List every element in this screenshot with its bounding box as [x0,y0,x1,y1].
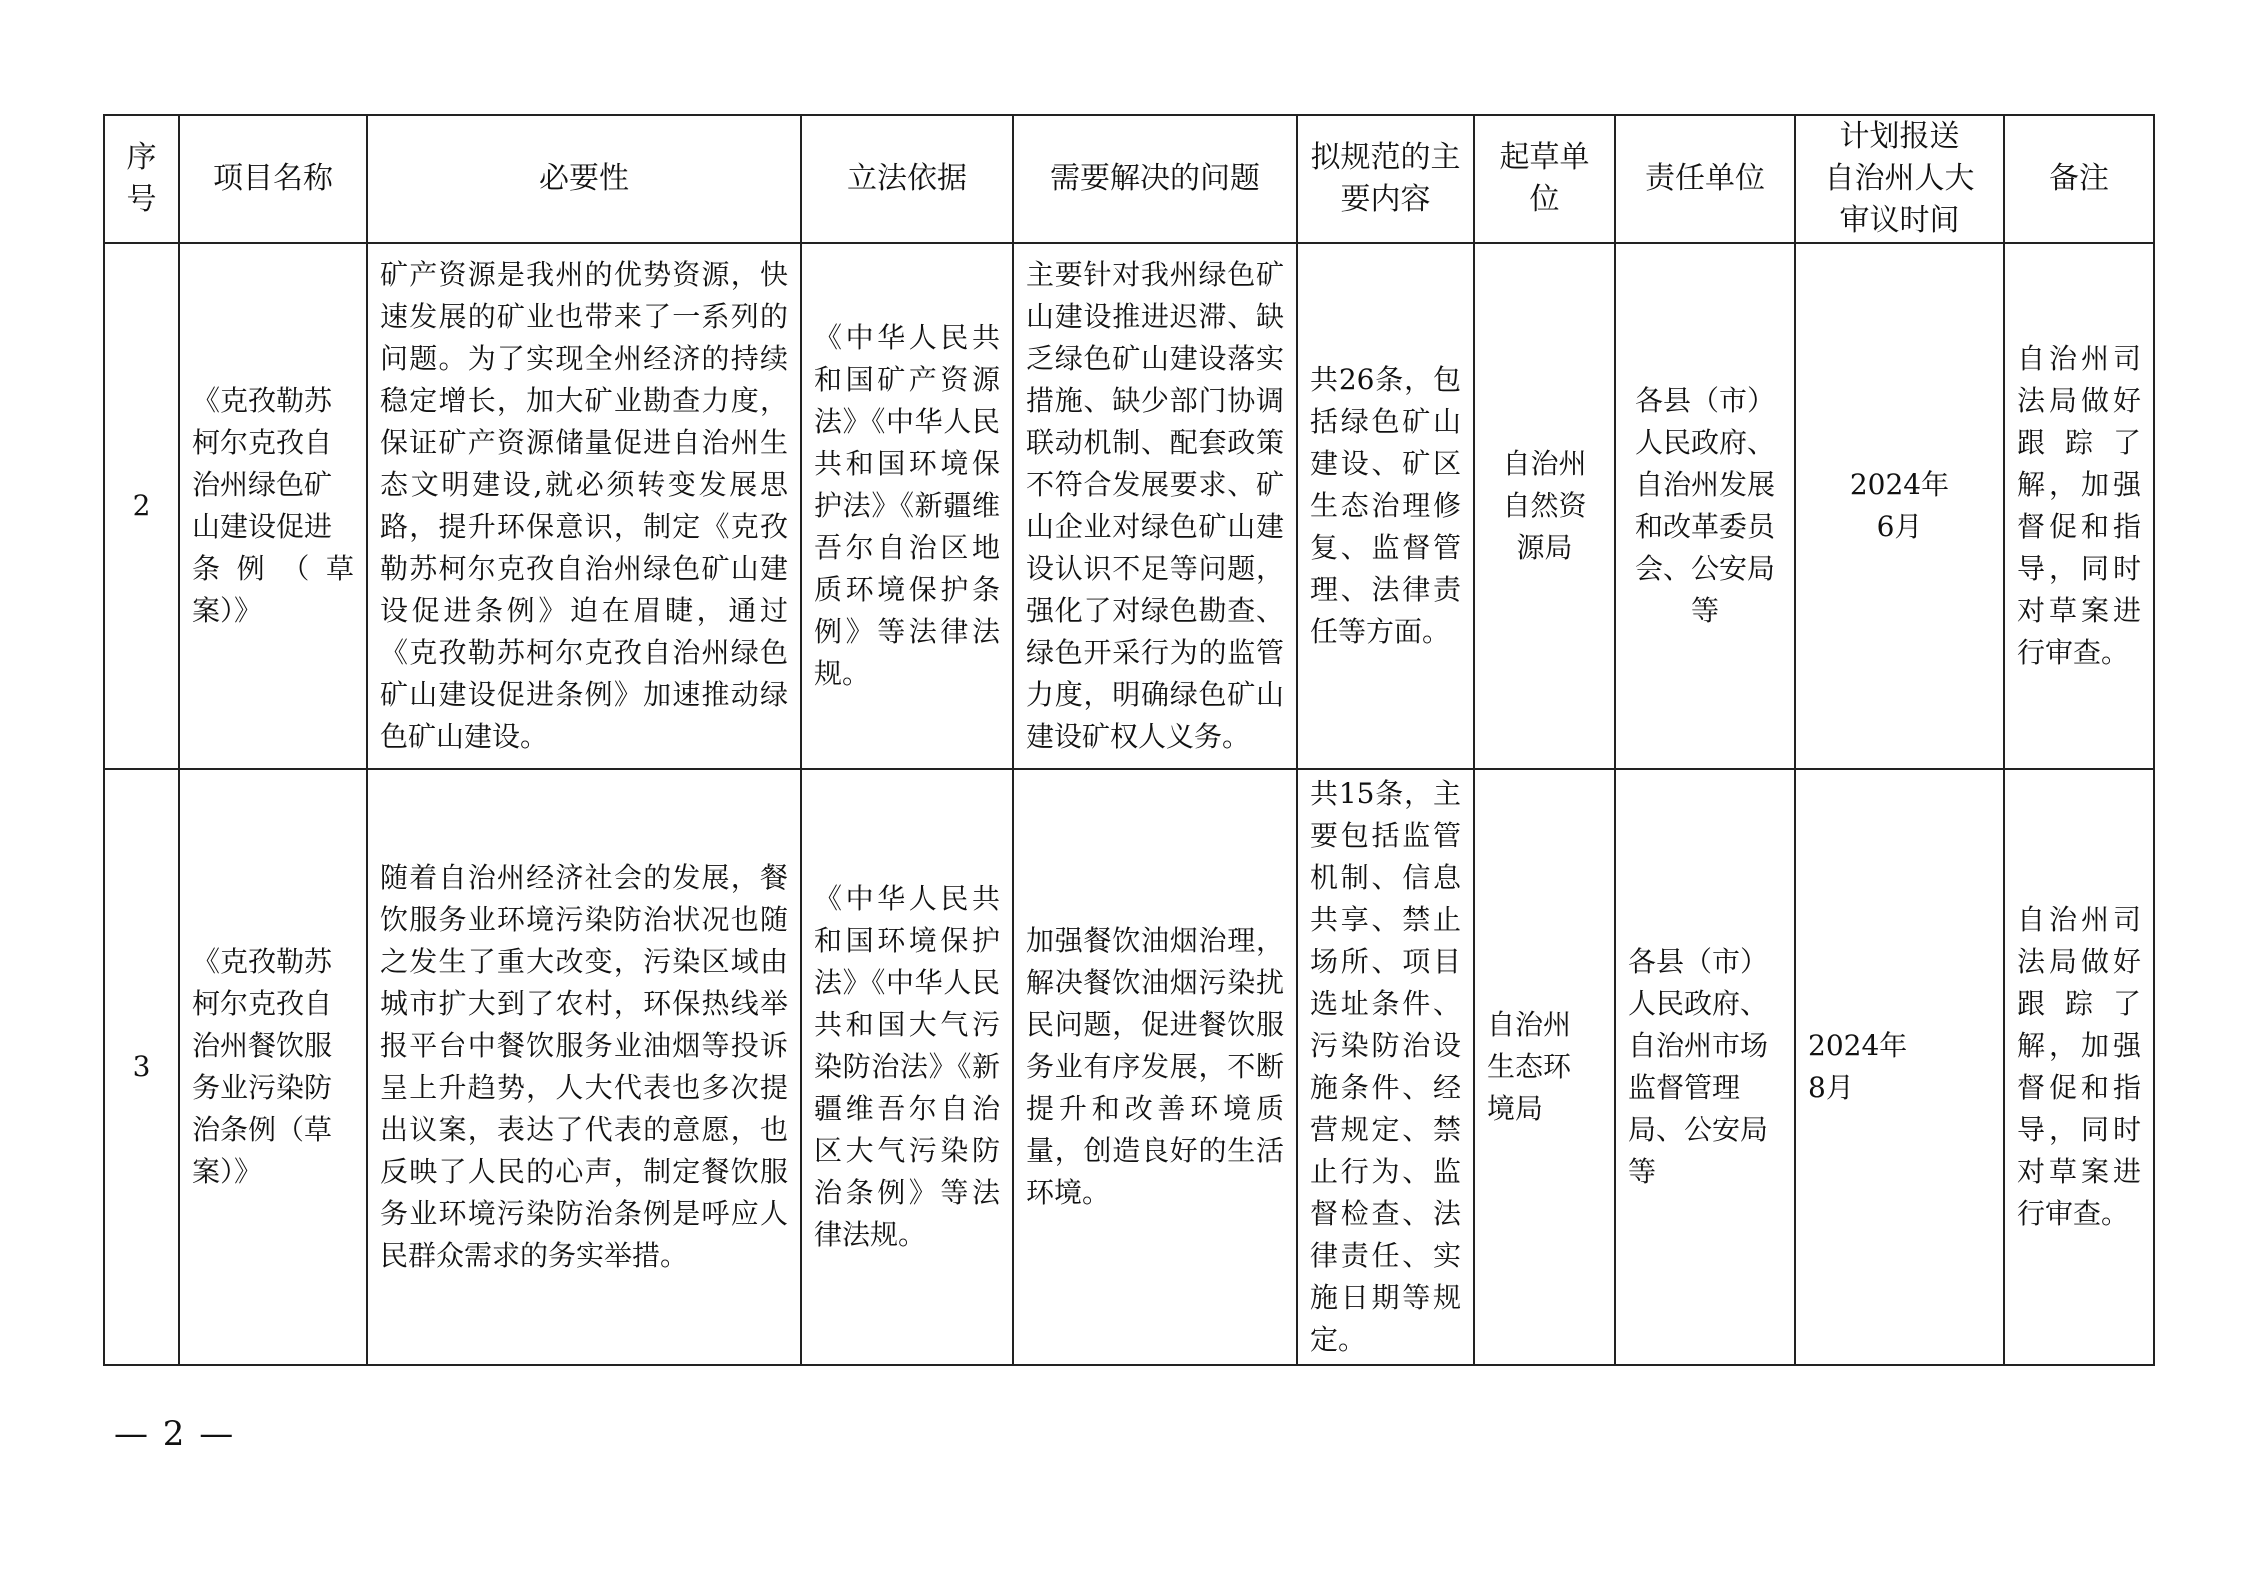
cell-necessity: 矿产资源是我州的优势资源，快速发展的矿业也带来了一系列的问题。为了实现全州经济的持续稳定增长，加大矿业勘查力度，保证矿产资源储量促进自治州生态文明建设,就必须转变发展思路，提升环保意识，制定《克孜勒苏柯尔克孜自治州绿色矿山建设促进条例》迫在眉睫，通过《克孜勒苏柯尔克孜自治州绿色矿山建设促进条例》加速推动绿色矿山建设。 [367,243,801,769]
cell-schedule: 2024年 6月 [1795,243,2004,769]
cell-name: 《克孜勒苏 柯尔克孜自 治州绿色矿 山建设促进 条例（草案）》 [179,243,367,769]
cell-schedule: 2024年 8月 [1795,769,2004,1365]
header-necessity: 必要性 [367,115,801,243]
cell-responsible: 各县（市） 人民政府、 自治州市场 监督管理 局、公安局 等 [1615,769,1795,1365]
header-schedule: 计划报送 自治州人大 审议时间 [1795,115,2004,243]
page-number: — 2 — [114,1414,236,1454]
header-responsible: 责任单位 [1615,115,1795,243]
table-row [104,769,2154,1365]
header-problems: 需要解决的问题 [1013,115,1297,243]
cell-drafter: 自治州 自然资 源局 [1474,243,1615,769]
cell-basis: 《中华人民共和国环境保护法》《中华人民共和国大气污染防治法》《新疆维吾尔自治区大气污染防治条例》等法律法规。 [801,769,1013,1365]
cell-drafter: 自治州 生态环 境局 [1474,769,1615,1365]
cell-basis: 《中华人民共和国矿产资源法》《中华人民共和国环境保护法》《新疆维吾尔自治区地质环境保护条例》等法律法规。 [801,243,1013,769]
cell-seq: 2 [104,243,179,769]
cell-necessity: 随着自治州经济社会的发展，餐饮服务业环境污染防治状况也随之发生了重大改变，污染区域由城市扩大到了农村，环保热线举报平台中餐饮服务业油烟等投诉呈上升趋势，人大代表也多次提出议案，表达了代表的意愿，也反映了人民的心声，制定餐饮服务业环境污染防治条例是呼应人民群众需求的务实举措。 [367,769,801,1365]
cell-seq: 3 [104,769,179,1365]
table-row [104,243,2154,769]
header-content: 拟规范的主 要内容 [1297,115,1474,243]
header-remarks: 备注 [2004,115,2154,243]
header-drafter: 起草单位 [1474,115,1615,243]
cell-responsible: 各县（市） 人民政府、 自治州发展 和改革委员 会、公安局 等 [1615,243,1795,769]
plan-table [103,114,2155,1366]
cell-remarks: 自治州司法局做好跟踪了解，加强督促和指导，同时对草案进行审查。 [2004,769,2154,1365]
cell-content: 共15条，主要包括监管机制、信息共享、禁止场所、项目选址条件、污染防治设施条件、经营规定、禁止行为、监督检查、法律责任、实施日期等规定。 [1297,769,1474,1365]
header-basis: 立法依据 [801,115,1013,243]
cell-name: 《克孜勒苏 柯尔克孜自 治州餐饮服 务业污染防 治条例（草 案）》 [179,769,367,1365]
header-name: 项目名称 [179,115,367,243]
header-row [104,115,2154,243]
cell-problems: 加强餐饮油烟治理，解决餐饮油烟污染扰民问题，促进餐饮服务业有序发展，不断提升和改善环境质量，创造良好的生活环境。 [1013,769,1297,1365]
cell-content: 共26条，包括绿色矿山建设、矿区生态治理修复、监督管理、法律责任等方面。 [1297,243,1474,769]
cell-remarks: 自治州司法局做好跟踪了解，加强督促和指导，同时对草案进行审查。 [2004,243,2154,769]
cell-problems: 主要针对我州绿色矿山建设推进迟滞、缺乏绿色矿山建设落实措施、缺少部门协调联动机制、配套政策不符合发展要求、矿山企业对绿色矿山建设认识不足等问题，强化了对绿色勘查、绿色开采行为的监管力度，明确绿色矿山建设矿权人义务。 [1013,243,1297,769]
header-seq: 序 号 [104,115,179,243]
